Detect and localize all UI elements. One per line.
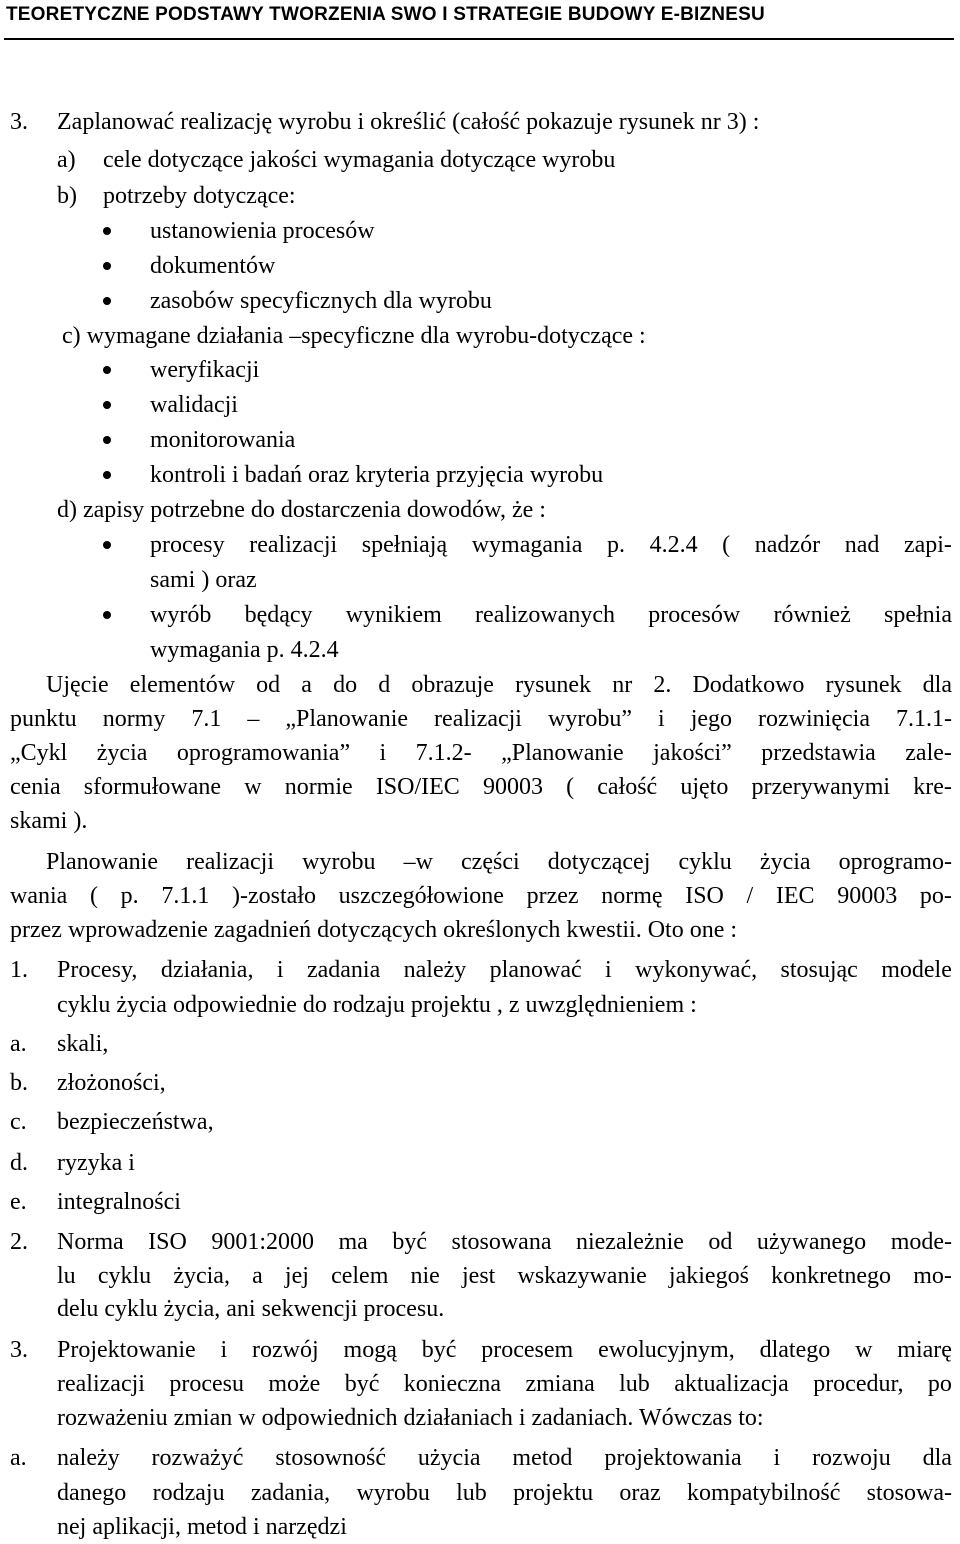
word: być — [421, 1337, 457, 1363]
word: zadania — [306, 957, 381, 983]
paragraph-line — [10, 704, 952, 734]
word: 7.1.2- — [415, 740, 472, 766]
word: 7.1 — [191, 706, 222, 732]
bullet-text: ustanowienia procesów — [150, 218, 375, 244]
word: być — [344, 1371, 380, 1397]
subitem-text: c) wymagane działania –specyficzne dla wyrobu-dotyczące : — [62, 323, 646, 349]
word: procesu — [169, 1371, 244, 1397]
word: ujęto — [680, 774, 729, 800]
word: dlatego — [759, 1337, 831, 1363]
list-number: 1. — [10, 957, 28, 983]
word: być — [392, 1229, 427, 1255]
bullet-dot — [103, 471, 111, 479]
word: 90003 — [837, 883, 898, 909]
word: w — [244, 774, 262, 800]
bullet-text: weryfikacji — [150, 357, 260, 383]
word: ISO/IEC — [375, 774, 460, 800]
list-text-line — [57, 1335, 952, 1365]
bullet-dot — [103, 541, 111, 549]
word: ( — [722, 532, 731, 558]
word: procesem — [481, 1337, 574, 1363]
word: wynikiem — [345, 602, 442, 628]
word: realizacji — [434, 706, 522, 732]
list-number: 3. — [10, 1337, 28, 1363]
word: obrazuje — [411, 672, 494, 698]
word: Projektowanie — [57, 1337, 196, 1363]
word: będący — [244, 602, 313, 628]
word: ISO — [148, 1229, 187, 1255]
word: cyklu — [97, 1263, 152, 1289]
word: punktu — [10, 706, 77, 732]
list-text-line — [57, 1478, 952, 1508]
subitem-text: d) zapisy potrzebne do dostarczenia dowodów, że : — [57, 497, 546, 523]
bullet-text: monitorowania — [150, 427, 296, 453]
word: całość — [597, 774, 658, 800]
word: 9001:2000 — [211, 1229, 314, 1255]
word: mo- — [913, 1263, 952, 1289]
word: rodzaju — [152, 1480, 225, 1506]
word: jest — [462, 1263, 496, 1289]
word: 4.2.4 — [649, 532, 698, 558]
paragraph-line — [10, 881, 952, 911]
word: procesy — [150, 532, 225, 558]
word: aktualizacja — [674, 1371, 789, 1397]
word: niezależnie — [575, 1229, 684, 1255]
word: a — [301, 672, 312, 698]
paragraph-line: skami ). — [10, 808, 88, 834]
word: wyrób — [150, 602, 212, 628]
word: zale- — [905, 740, 952, 766]
word: ewolucyjnym, — [598, 1337, 735, 1363]
word: realizacji — [186, 849, 275, 875]
list-marker: b. — [10, 1070, 28, 1096]
word: i — [658, 706, 665, 732]
list-marker: a. — [10, 1031, 27, 1057]
word: stosowana — [451, 1229, 552, 1255]
word: nr — [612, 672, 633, 698]
word: oprogramo- — [838, 849, 952, 875]
item-text: Zaplanować realizację wyrobu i określić (całość pokazuje rysunek nr 3) : — [57, 109, 760, 135]
list-marker: e. — [10, 1189, 27, 1215]
word: d — [378, 672, 391, 698]
word: oraz — [619, 1480, 661, 1506]
word: ( — [566, 774, 575, 800]
subitem-text: potrzeby dotyczące: — [103, 183, 296, 209]
paragraph-line — [46, 670, 952, 700]
paragraph-line: przez wprowadzenie zagadnień dotyczących określonych kwestii. Oto one : — [10, 917, 738, 943]
word: zadania, — [250, 1480, 331, 1506]
word: używanego — [756, 1229, 867, 1255]
word: „Planowanie — [501, 740, 624, 766]
word: metod — [512, 1445, 573, 1471]
word: Norma — [57, 1229, 124, 1255]
list-text-line: cyklu życia odpowiednie do rodzaju projektu , z uwzględnieniem : — [57, 992, 697, 1018]
list-text-line: nej aplikacji, metod i narzędzi — [57, 1514, 347, 1540]
word: dla — [922, 672, 952, 698]
word: normy — [102, 706, 166, 732]
subitem-marker: a) — [57, 147, 76, 173]
word: rozwinięcia — [758, 706, 870, 732]
word: rysunek — [825, 672, 902, 698]
word: normie — [284, 774, 353, 800]
bullet-text: zasobów specyficznych dla wyrobu — [150, 288, 492, 314]
bullet-text: walidacji — [150, 392, 238, 418]
word: „Planowanie — [285, 706, 409, 732]
word: konkretnego — [771, 1263, 892, 1289]
paragraph-line — [46, 847, 952, 877]
bullet-dot — [103, 401, 111, 409]
bullet-dot — [103, 262, 111, 270]
word: również — [773, 602, 851, 628]
word: 7.1.1- — [895, 706, 952, 732]
word: cenia — [10, 774, 61, 800]
word: dla — [922, 1445, 952, 1471]
word: normę — [601, 883, 663, 909]
word: sformułowane — [83, 774, 222, 800]
bullet-text: dokumentów — [150, 253, 276, 279]
word: rysunek — [515, 672, 592, 698]
bullet-dot — [103, 297, 111, 305]
list-text-line — [57, 955, 952, 985]
word: rozwoju — [812, 1445, 891, 1471]
bullet-dot — [103, 366, 111, 374]
paragraph-line — [10, 738, 952, 768]
word: działania, — [160, 957, 254, 983]
word: wyrobu” — [548, 706, 632, 732]
word: realizacji — [57, 1371, 145, 1397]
list-subitem: bezpieczeństwa, — [57, 1109, 214, 1135]
list-marker: d. — [10, 1150, 28, 1176]
word: do — [333, 672, 358, 698]
list-number: 2. — [10, 1229, 28, 1255]
word: i — [220, 1337, 228, 1363]
subitem-text: cele dotyczące jakości wymagania dotyczące wyrobu — [103, 147, 616, 173]
word: stosowa- — [866, 1480, 952, 1506]
bullet-text-line — [150, 530, 952, 560]
word: konieczna — [403, 1371, 502, 1397]
word: realizacji — [249, 532, 338, 558]
word: wymagania — [471, 532, 583, 558]
word: lub — [456, 1480, 487, 1506]
word: zapi- — [903, 532, 952, 558]
word: celem — [331, 1263, 389, 1289]
word: jakości” — [653, 740, 732, 766]
list-marker: c. — [10, 1109, 27, 1135]
word: spełnia — [883, 602, 952, 628]
word: jakiegoś — [668, 1263, 749, 1289]
word: ( — [89, 883, 98, 909]
word: modele — [881, 957, 952, 983]
list-text-line: rozważeniu zmian w odpowiednich działaniach i zadaniach. Wówczas to: — [57, 1405, 764, 1431]
word: wyrobu — [302, 849, 376, 875]
word: wskazywanie — [517, 1263, 647, 1289]
word: ISO — [685, 883, 724, 909]
word: „Cykl — [10, 740, 68, 766]
word: 2. — [653, 672, 672, 698]
bullet-dot — [103, 611, 111, 619]
word: przez — [526, 883, 579, 909]
word: projektu — [513, 1480, 594, 1506]
bullet-text-line: wymagania p. 4.2.4 — [150, 637, 339, 663]
word: / — [746, 883, 754, 909]
word: spełniają — [361, 532, 448, 558]
word: – — [247, 706, 260, 732]
word: realizowanych — [475, 602, 615, 628]
list-marker: a. — [10, 1445, 27, 1471]
word: projektowania — [604, 1445, 742, 1471]
subitem-marker: b) — [57, 183, 77, 209]
word: części — [461, 849, 520, 875]
word: p. — [606, 532, 625, 558]
word: od — [256, 672, 281, 698]
word: może — [268, 1371, 321, 1397]
word: nad — [844, 532, 880, 558]
list-text-line — [57, 1261, 952, 1291]
word: ma — [338, 1229, 368, 1255]
header-title: TEORETYCZNE PODSTAWY TWORZENIA SWO I STRATEGIE BUDOWY E-BIZNESU — [6, 4, 765, 25]
word: w — [855, 1337, 873, 1363]
word: lub — [619, 1371, 650, 1397]
word: Ujęcie — [46, 672, 109, 698]
word: od — [708, 1229, 733, 1255]
word: Procesy, — [57, 957, 138, 983]
word: stosowność — [275, 1445, 387, 1471]
word: i — [773, 1445, 781, 1471]
word: procesów — [648, 602, 741, 628]
word: wania — [10, 883, 68, 909]
word: zmiana — [525, 1371, 595, 1397]
word: p. — [120, 883, 139, 909]
item-number: 3. — [10, 109, 28, 135]
word: wyrobu — [356, 1480, 430, 1506]
word: a — [252, 1263, 263, 1289]
word: planować — [489, 957, 582, 983]
word: kompatybilność — [687, 1480, 841, 1506]
word: mogą — [343, 1337, 397, 1363]
word: miarę — [897, 1337, 952, 1363]
word: po — [927, 1371, 952, 1397]
list-text-line — [57, 1227, 952, 1257]
paragraph-line — [10, 772, 952, 802]
word: nie — [410, 1263, 440, 1289]
word: rozważyć — [151, 1445, 244, 1471]
word: przerywanymi — [751, 774, 891, 800]
word: kre- — [913, 774, 952, 800]
word: i — [605, 957, 612, 983]
word: przedstawia — [761, 740, 876, 766]
word: jej — [284, 1263, 309, 1289]
word: )-zostało — [232, 883, 316, 909]
list-text-line — [57, 1443, 952, 1473]
word: lu — [57, 1263, 76, 1289]
word: dotyczącej — [547, 849, 651, 875]
word: mode- — [890, 1229, 952, 1255]
word: rozwój — [252, 1337, 319, 1363]
word: Dodatkowo — [692, 672, 805, 698]
word: życia — [96, 740, 148, 766]
word: jego — [690, 706, 733, 732]
word: IEC — [775, 883, 815, 909]
word: 7.1.1 — [161, 883, 210, 909]
word: 90003 — [482, 774, 543, 800]
list-subitem: złożoności, — [57, 1070, 166, 1096]
word: Planowanie — [46, 849, 158, 875]
word: oprogramowania” — [176, 740, 351, 766]
word: danego — [57, 1480, 127, 1506]
word: użycia — [417, 1445, 481, 1471]
list-subitem: ryzyka i — [57, 1150, 135, 1176]
word: życia — [759, 849, 811, 875]
bullet-dot — [103, 227, 111, 235]
list-subitem: skali, — [57, 1031, 109, 1057]
word: cyklu — [678, 849, 732, 875]
word: nadzór — [754, 532, 821, 558]
list-subitem: integralności — [57, 1189, 181, 1215]
word: –w — [403, 849, 433, 875]
word: należy — [57, 1445, 120, 1471]
bullet-text: kontroli i badań oraz kryteria przyjęcia wyrobu — [150, 462, 604, 488]
list-text-line — [57, 1369, 952, 1399]
word: wykonywać, — [635, 957, 758, 983]
word: i — [276, 957, 284, 983]
word: uszczegółowione — [338, 883, 504, 909]
word: procedur, — [813, 1371, 904, 1397]
word: życia, — [173, 1263, 230, 1289]
word: stosując — [780, 957, 858, 983]
word: należy — [403, 957, 467, 983]
bullet-dot — [103, 436, 111, 444]
bullet-text-line: sami ) oraz — [150, 567, 257, 593]
bullet-text-line — [150, 600, 952, 630]
word: po- — [919, 883, 952, 909]
list-text-line: delu cyklu życia, ani sekwencji procesu. — [57, 1296, 445, 1322]
word: i — [379, 740, 387, 766]
word: elementów — [129, 672, 236, 698]
